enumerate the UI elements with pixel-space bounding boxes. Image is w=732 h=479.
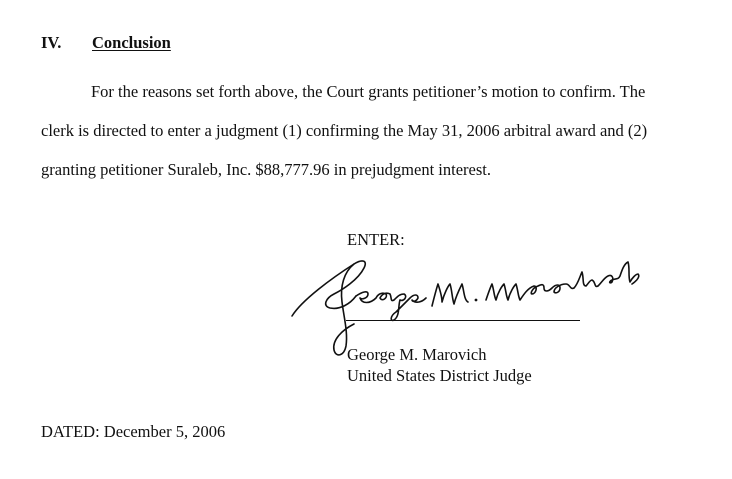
paragraph-line: granting petitioner Suraleb, Inc. $88,777.96 in prejudgment interest.: [41, 160, 491, 179]
dated-line: DATED: December 5, 2006: [41, 422, 226, 441]
enter-label: ENTER:: [347, 230, 405, 249]
section-number: IV.: [41, 33, 62, 52]
conclusion-paragraph: [41, 72, 681, 189]
section-heading: [41, 33, 171, 53]
paragraph-line: clerk is directed to enter a judgment (1) confirming the May 31, 2006 arbitral award and (2): [41, 121, 648, 140]
signer-name: George M. Marovich: [347, 345, 487, 364]
signer-title: United States District Judge: [347, 366, 532, 385]
signature-line: [346, 320, 580, 321]
paragraph-line: For the reasons set forth above, the Court grants petitioner’s motion to confirm. The: [91, 82, 646, 101]
section-title: Conclusion: [92, 33, 171, 52]
